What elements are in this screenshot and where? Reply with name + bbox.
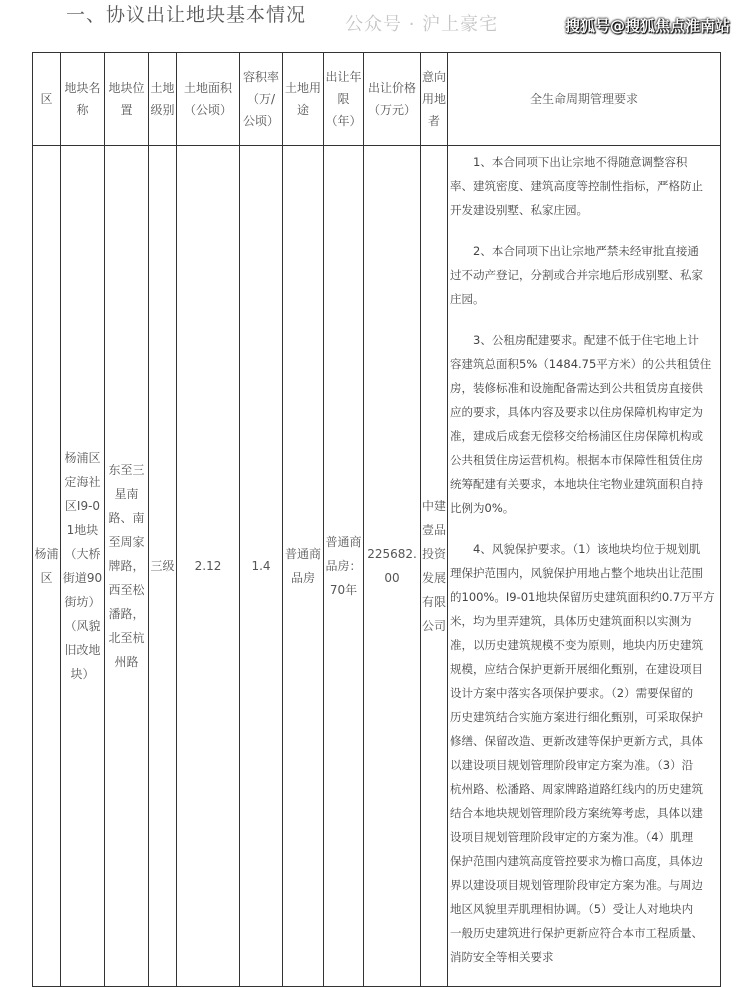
requirement-line: 过不动产登记，分割或合并宗地后形成别墅、私家 <box>450 268 703 282</box>
cell-location: 东至三星南路、南至周家牌路，西至松潘路，北至杭州路 <box>105 146 149 987</box>
cell-area: 2.12 <box>177 146 240 987</box>
header-area: 土地面积（公顷） <box>177 53 240 146</box>
header-requirements: 全生命周期管理要求 <box>448 53 721 146</box>
requirement-paragraph <box>450 537 718 969</box>
requirement-line: 的100%。I9-01地块保留历史建筑面积约0.7万平方 <box>450 590 715 604</box>
requirement-line: 地区风貌里弄肌理相协调。（5）受让人对地块内 <box>450 902 694 916</box>
header-parcel-name: 地块名称 <box>61 53 105 146</box>
header-location: 地块位置 <box>105 53 149 146</box>
requirement-line: 消防安全等相关要求 <box>450 950 554 964</box>
sohu-watermark: 搜狐号@搜狐焦点淮南站 <box>565 17 731 35</box>
requirement-line: 一般历史建筑进行保护更新应符合本市工程质量、 <box>450 926 703 940</box>
requirement-line: 房，装修标准和设施配备需达到公共租赁房直接供 <box>450 381 703 395</box>
header-price: 出让价格（万元） <box>364 53 421 146</box>
cell-price: 225682.00 <box>364 146 421 987</box>
requirement-line: 2、本合同项下出让宗地严禁未经审批直接通 <box>450 244 699 258</box>
requirement-paragraph <box>450 239 718 311</box>
wechat-watermark: 公众号 · 沪上豪宅 <box>345 14 499 35</box>
cell-requirements <box>448 146 721 987</box>
requirement-line: 庄园。 <box>450 292 485 306</box>
land-parcel-table <box>32 52 721 987</box>
requirement-paragraph <box>450 150 718 222</box>
cell-term: 普通商品房：70年 <box>324 146 364 987</box>
header-term: 出让年限（年） <box>324 53 364 146</box>
cell-buyer: 中建壹品投资发展有限公司 <box>421 146 448 987</box>
requirement-line: 设项目规划管理阶段审定的方案为准。（4）肌理 <box>450 830 694 844</box>
header-buyer: 意向用地者 <box>421 53 448 146</box>
requirement-line: 历史建筑结合实施方案进行细化甄别，可采取保护 <box>450 710 703 724</box>
requirement-line: 理保护范围内，风貌保护用地占整个地块出让范围 <box>450 566 703 580</box>
requirement-line: 比例为0%。 <box>450 501 515 515</box>
requirement-line: 公共租赁住房运营机构。根据本市保障性租赁住房 <box>450 453 703 467</box>
requirement-line: 杭州路、松潘路、周家牌路道路红线内的历史建筑 <box>450 782 703 796</box>
requirement-line: 保护范围内建筑高度管控要求为檐口高度，具体边 <box>450 854 703 868</box>
requirement-line: 应的要求，具体内容及要求以住房保障机构审定为 <box>450 405 703 419</box>
requirement-line: 3、公租房配建要求。配建不低于住宅地上计 <box>450 333 699 347</box>
header-district: 区 <box>33 53 61 146</box>
requirement-line: 1、本合同项下出让宗地不得随意调整容积 <box>450 155 688 169</box>
header-row <box>33 53 721 146</box>
cell-far: 1.4 <box>240 146 283 987</box>
requirement-line: 修缮、保留改造、更新改建等保护更新方式，具体 <box>450 734 703 748</box>
requirement-line: 以建设项目规划管理阶段审定方案为准。（3）沿 <box>450 758 694 772</box>
requirement-line: 规模，应结合保护更新开展细化甄别，在建设项目 <box>450 662 703 676</box>
requirement-line: 容建筑总面积5%（1484.75平方米）的公共租赁住 <box>450 357 712 371</box>
header-far: 容积率（万/公顷） <box>240 53 283 146</box>
requirement-paragraph <box>450 328 718 520</box>
section-title: 一、协议出让地块基本情况 <box>66 4 307 26</box>
header-use: 土地用途 <box>283 53 324 146</box>
requirement-line: 准，建成后成套无偿移交给杨浦区住房保障机构或 <box>450 429 703 443</box>
requirement-line: 开发建设别墅、私家庄园。 <box>450 203 588 217</box>
cell-use: 普通商品房 <box>283 146 324 987</box>
requirement-line: 结合本地块规划管理阶段方案统筹考虑，具体以建 <box>450 806 703 820</box>
cell-district: 杨浦区 <box>33 146 61 987</box>
table-row <box>33 146 721 987</box>
requirement-line: 米，均为里弄建筑，具体历史建筑面积以实测为 <box>450 614 692 628</box>
cell-land-level: 三级 <box>149 146 177 987</box>
requirement-line: 统筹配建有关要求，本地块住宅物业建筑面积自持 <box>450 477 703 491</box>
requirement-line: 4、风貌保护要求。（1）该地块均位于规划肌 <box>450 542 701 556</box>
requirement-line: 率、建筑密度、建筑高度等控制性指标，严格防止 <box>450 179 703 193</box>
requirement-line: 设计方案中落实各项保护要求。（2）需要保留的 <box>450 686 694 700</box>
requirement-line: 准，以历史建筑规模不变为原则，地块内历史建筑 <box>450 638 703 652</box>
header-land-level: 土地级别 <box>149 53 177 146</box>
cell-parcel-name: 杨浦区定海社区I9-01地块（大桥街道90街坊）（风貌旧改地块） <box>61 146 105 987</box>
requirement-line: 界以建设项目规划管理阶段审定方案为准。与周边 <box>450 878 703 892</box>
